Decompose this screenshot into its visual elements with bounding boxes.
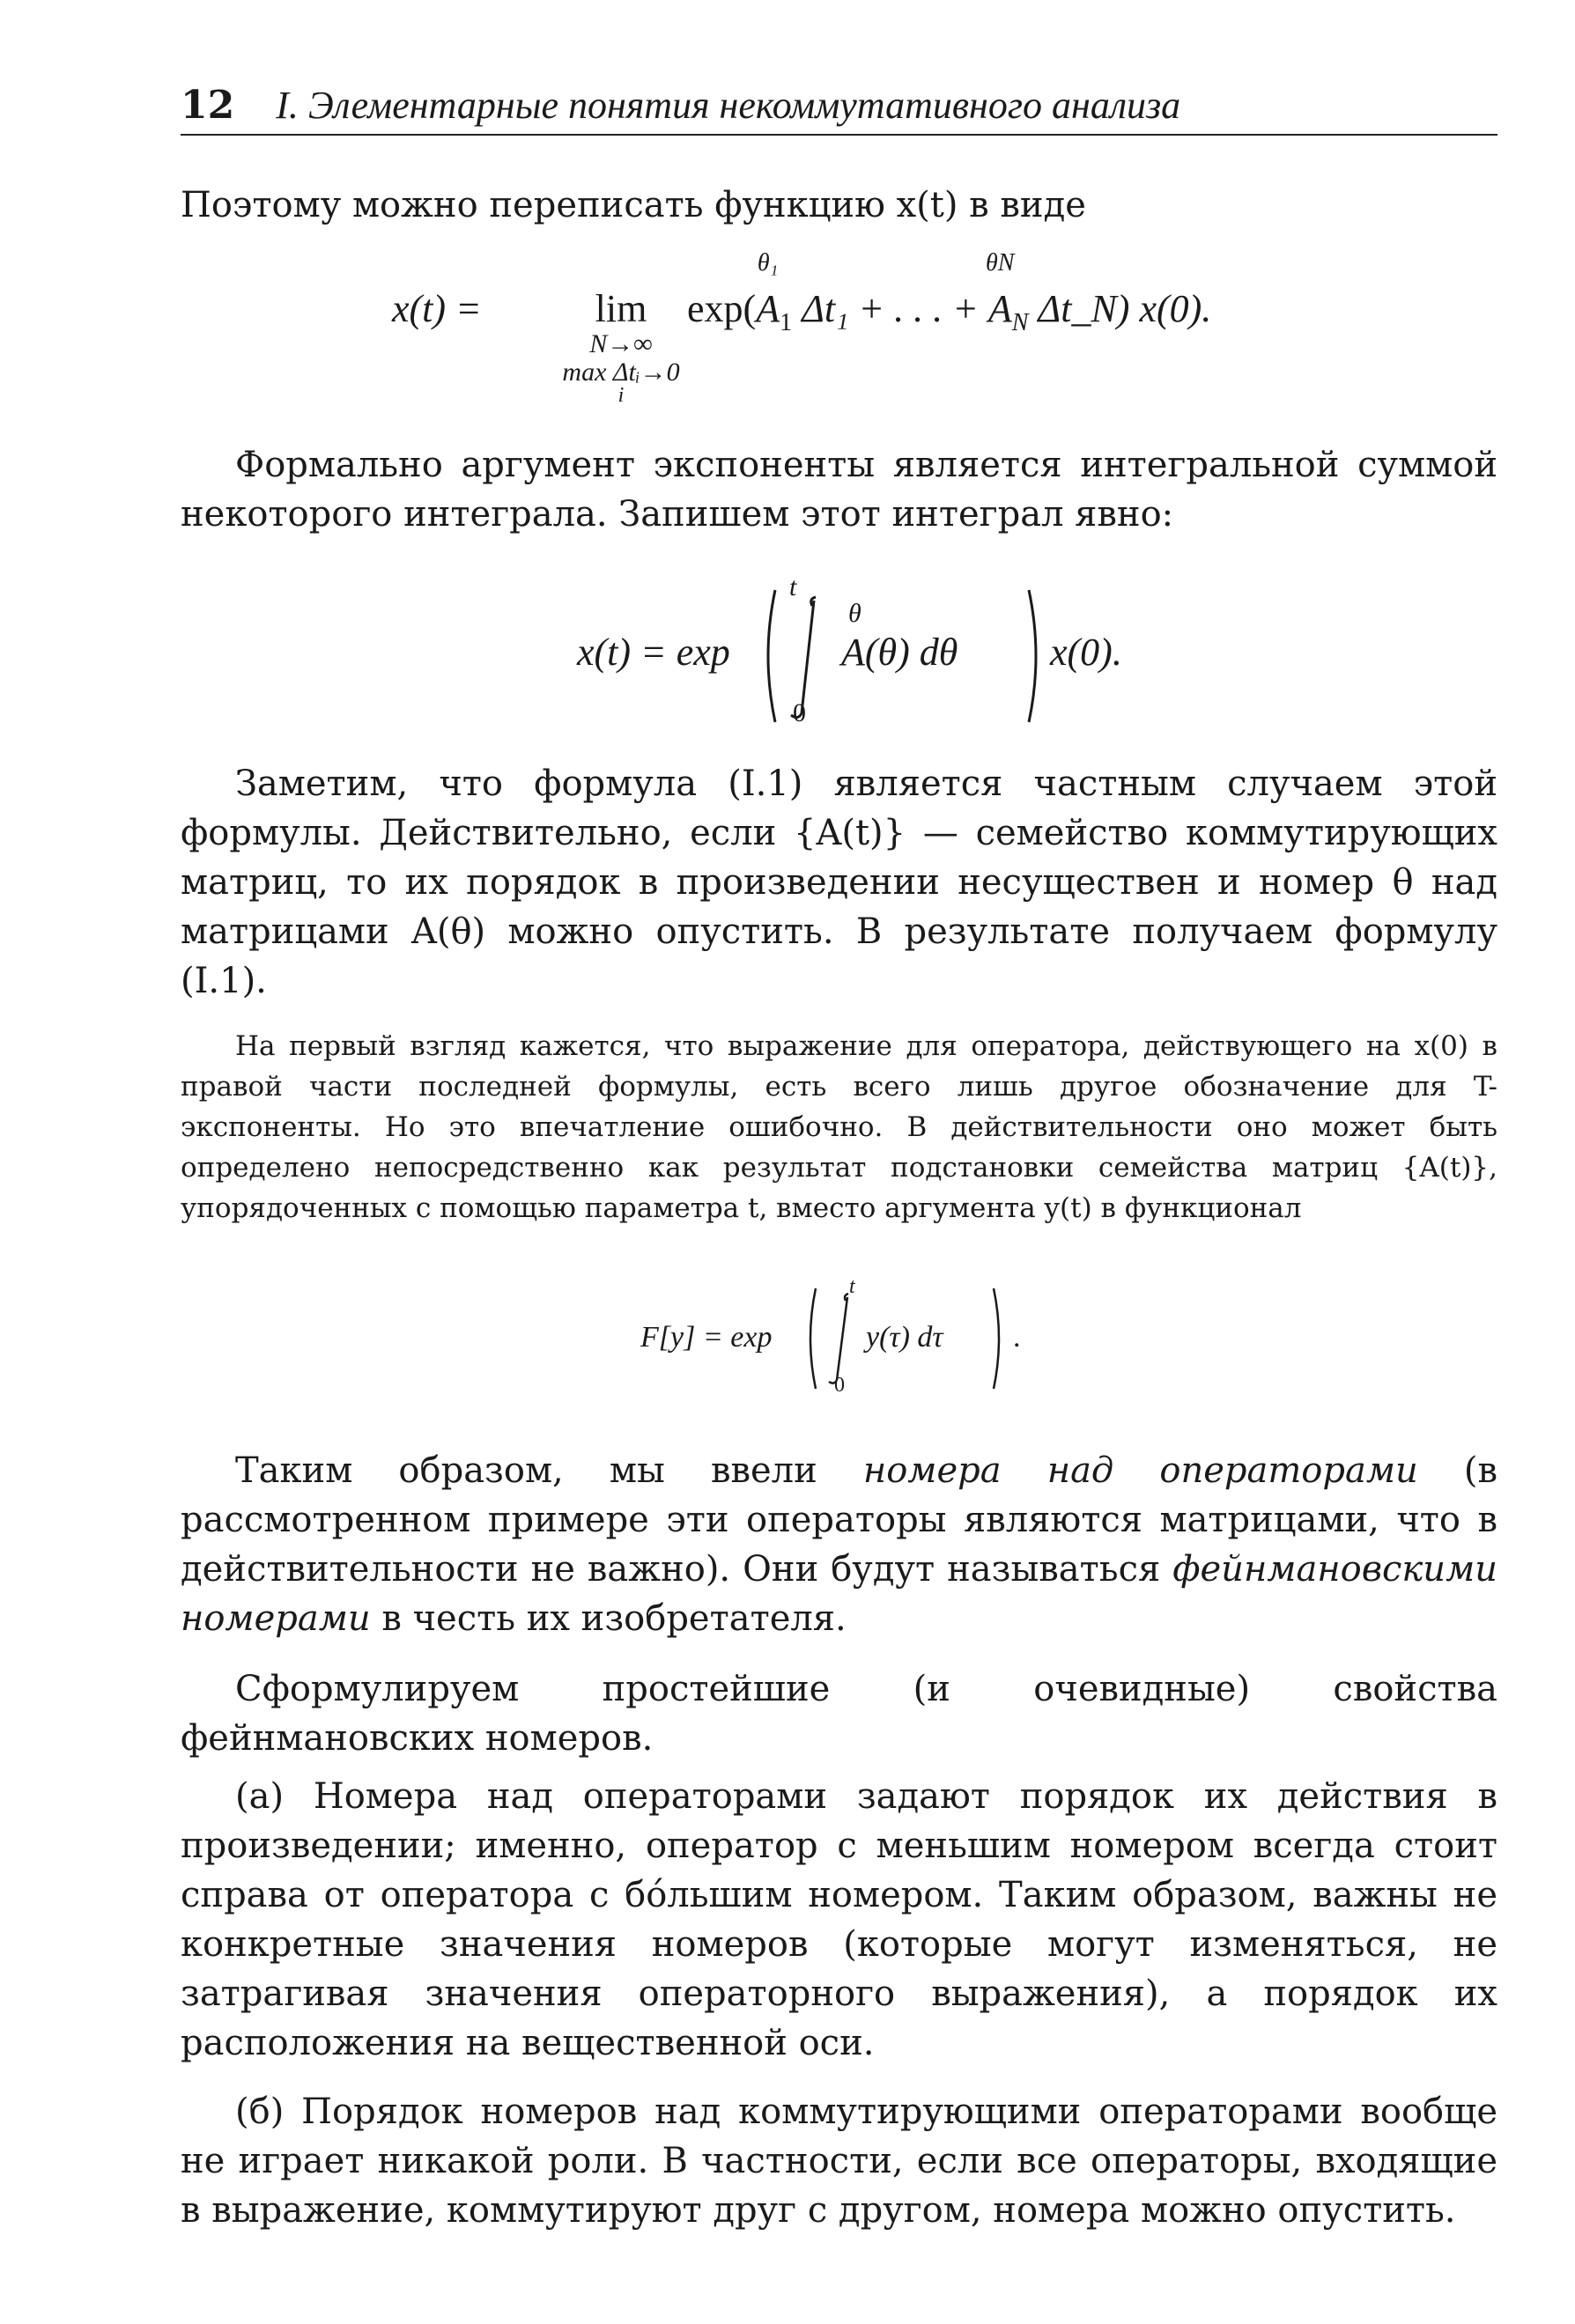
formula-3-lower-limit: 0 xyxy=(834,1374,845,1397)
paragraph-6-property-a: (а) Номера над операторами задают порядок их действия в произведении; именно, оператор с меньшим номером всегда стоит справа от оператора с бо́льшим номером. Таким образом, важны не конкретные значения номеров (которые могут изменяться, не затрагивая значения операторного выражения), а порядок их расположения на вещественной оси. xyxy=(181,1776,1497,2063)
formula-2-lhs: x(t) = exp xyxy=(577,631,730,674)
formula-3-integrand: y(τ) dτ xyxy=(866,1321,943,1354)
formula-1-end: Δt_N) x(0). xyxy=(1038,287,1212,330)
formula-2-upper-limit: t xyxy=(789,572,797,601)
integral-sign-icon xyxy=(829,1294,848,1383)
page-number: 12 xyxy=(181,83,235,128)
exp-text: exp( xyxy=(687,287,757,330)
lim-text: lim xyxy=(595,287,647,330)
paragraph-5: Сформулируем простейшие (и очевидные) свойства фейнмановских номеров. xyxy=(181,1669,1497,1759)
an-symbol: A xyxy=(987,287,1012,330)
formula-1-middle: Δt₁ + . . . + xyxy=(802,287,979,330)
formula-3-upper-limit: t xyxy=(849,1275,855,1298)
lim-sub-max: max Δtᵢ→0 xyxy=(562,358,680,387)
a1-subscript: 1 xyxy=(780,308,793,336)
paragraph-4: Таким образом, мы ввели номера над операторами (в рассмотренном примере эти операторы являются матрицами, что в действительности не важно). Они будут называться фейнмановскими номерами в честь их изобретателя. xyxy=(181,1450,1497,1639)
formula-3-end: . xyxy=(1013,1321,1021,1354)
an-subscript: N xyxy=(1011,308,1029,336)
theta-n-superscript: θN xyxy=(986,249,1015,277)
paragraph-3: Заметим, что формула (I.1) является частным случаем этой формулы. Действительно, если {A(t)} — семейство коммутирующих матриц, то их порядок в произведении несуществен и номер θ над матрицами A(θ) можно опустить. В результате получаем формулу (I.1). xyxy=(181,764,1497,1001)
lim-sub-n: N→∞ xyxy=(589,329,653,358)
lim-sub-i: i xyxy=(617,384,625,407)
a1-symbol: A xyxy=(756,287,780,330)
formula-2-rhs: x(0). xyxy=(1050,631,1122,674)
theta-1-superscript: θ₁ xyxy=(757,249,779,277)
formula-1-lhs: x(t) = xyxy=(392,287,482,330)
formula-1-limit-operator xyxy=(555,286,687,331)
formula-1-body xyxy=(687,249,1212,337)
paragraph-2: Формально аргумент экспоненты является интегральной суммой некоторого интеграла. Запишем этот интеграл явно: xyxy=(181,445,1497,535)
running-title: I. Элементарные понятия некоммутативного анализа xyxy=(276,84,1181,127)
formula-2-integrand: A(θ) dθ xyxy=(841,631,958,674)
term-operator-numbers: номера над операторами xyxy=(862,1450,1418,1491)
formula-2-theta-superscript: θ xyxy=(848,599,861,628)
term-feynman-numbers: фейнмановскими номерами xyxy=(181,1549,1497,1639)
formula-limit xyxy=(392,286,482,331)
formula-2-lower-limit: 0 xyxy=(793,698,806,727)
formula-3-lhs: F[y] = exp xyxy=(640,1321,773,1354)
paragraph-1: Поэтому можно переписать функцию x(t) в виде xyxy=(181,185,1086,225)
paragraph-7-property-b: (б) Порядок номеров над коммутирующими операторами вообще не играет никакой роли. В частности, если все операторы, входящие в выражение, коммутируют друг с другом, номера можно опустить. xyxy=(181,2092,1497,2231)
formula-1-limit-subscripts xyxy=(533,329,709,407)
small-print-paragraph: На первый взгляд кажется, что выражение для оператора, действующего на x(0) в правой части последней формулы, есть всего лишь другое обозначение для T-экспоненты. Но это впечатление ошибочно. В действительности оно может быть определено непосредственно как результат подстановки семейства матриц {A(t)}, упорядоченных с помощью параметра t, вместо аргумента y(t) в функционал xyxy=(181,1030,1497,1224)
running-header xyxy=(181,81,1497,136)
